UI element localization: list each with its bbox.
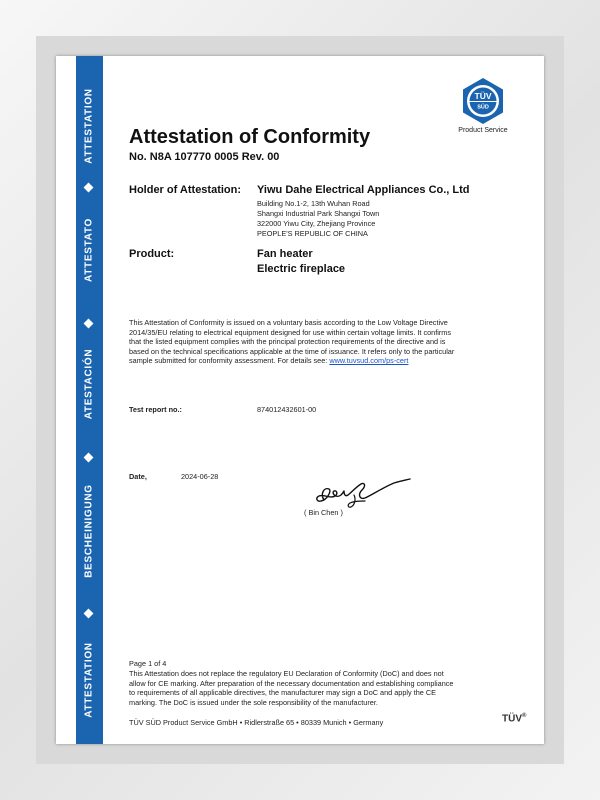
statement-line <box>129 356 509 366</box>
product-item: Electric fireplace <box>257 263 346 275</box>
statement-line: based on the technical specifications applicable at the time of issuance. It refers only to the particular <box>129 346 455 356</box>
page-indicator: Page 1 of 4 <box>129 659 167 668</box>
holder-address-line: Shangxi Industrial Park Shangxi Town <box>257 209 380 218</box>
disclaimer-line: marking. The DoC is issued under the sole responsibility of the manufacturer. <box>129 697 378 707</box>
statement-line: This Attestation of Conformity is issued on a voluntary basis according to the Low Voltage Directive <box>129 318 448 327</box>
document-number: No. N8A 107770 0005 Rev. 00 <box>129 151 280 163</box>
statement-last-text: sample submitted for conformity assessment. For details see: <box>129 356 330 366</box>
holder-address-line: PEOPLE'S REPUBLIC OF CHINA <box>257 229 368 238</box>
footer-address: TÜV SÜD Product Service GmbH • Ridlerstraße 65 • 80339 Munich • Germany <box>129 718 384 727</box>
disclaimer-line: This Attestation does not replace the regulatory EU Declaration of Conformity (DoC) and does not <box>129 669 444 678</box>
logo-caption: Product Service <box>458 127 508 134</box>
date-label: Date, <box>129 472 147 481</box>
product-item: Fan heater <box>257 248 313 260</box>
document-title: Attestation of Conformity <box>129 126 371 148</box>
side-word-1: ATTESTATION <box>83 88 95 164</box>
test-report-number: 874012432601-00 <box>257 405 317 414</box>
statement-paragraph <box>129 318 509 366</box>
signer-name: ( Bin Chen ) <box>304 508 343 517</box>
holder-label: Holder of Attestation: <box>129 184 242 196</box>
holder-address-line: Building No.1-2, 13th Wuhan Road <box>257 199 370 208</box>
product-label: Product: <box>129 248 175 260</box>
side-word-3: ATESTACIÓN <box>83 348 95 420</box>
disclaimer-line: to requirements of all applicable directives, the manufacturer may sign a DoC and apply the CE <box>129 688 437 698</box>
footer-tuv-mark <box>502 713 526 724</box>
test-report-label: Test report no.: <box>129 405 182 414</box>
side-word-4: BESCHEINIGUNG <box>83 484 95 578</box>
statement-line: 2014/35/EU relating to electrical equipment designed for use within certain voltage limits. It confirms <box>129 327 452 337</box>
statement-line: that the listed equipment complies with the principal protection requirements of the directive and is <box>129 337 446 347</box>
disclaimer-paragraph <box>129 669 509 707</box>
tuv-logo-icon <box>459 77 507 125</box>
details-link[interactable]: www.tuvsud.com/ps-cert <box>329 356 409 366</box>
registered-mark: ® <box>522 713 527 719</box>
disclaimer-line: allow for CE marking. After preparation of the necessary documentation and establishing compliance <box>129 678 454 688</box>
logo-subtext: SÜD <box>477 104 489 111</box>
footer-mark-text: TÜV <box>502 713 522 725</box>
logo-text: TÜV <box>474 91 492 101</box>
side-word-2: ATTESTATO <box>83 218 95 282</box>
date-value: 2024-06-28 <box>181 472 219 481</box>
holder-name: Yiwu Dahe Electrical Appliances Co., Ltd <box>257 184 470 196</box>
side-word-5: ATTESTATION <box>83 642 95 718</box>
holder-address-line: 322000 Yiwu City, Zhejiang Province <box>257 219 376 228</box>
